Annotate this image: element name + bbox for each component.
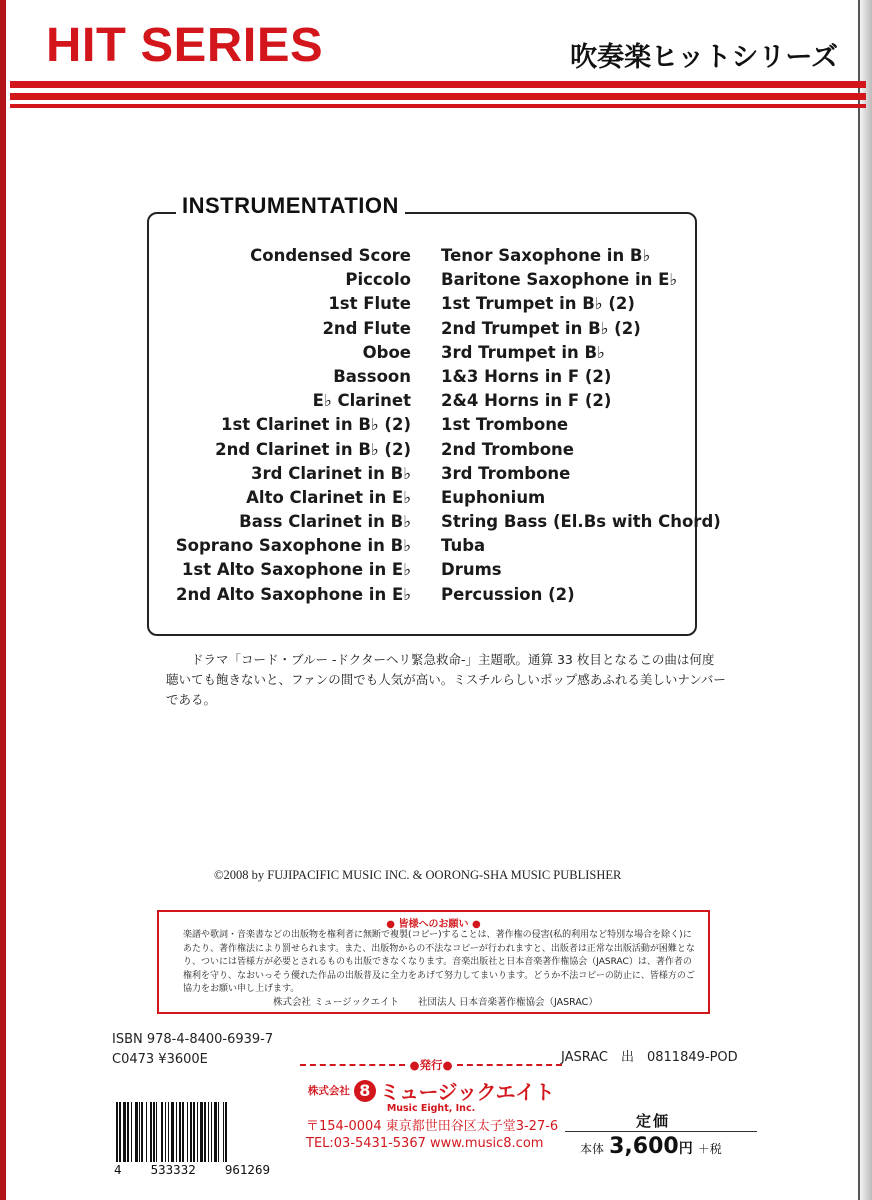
music-eight-logo-icon: 8 (354, 1080, 376, 1102)
instrument-item: Bass Clarinet in B♭ (239, 512, 411, 532)
copy-notice-box (157, 910, 710, 1014)
instrument-item: Oboe (362, 342, 411, 362)
price-tax: ＋税 (697, 1142, 722, 1156)
barcode-digits (114, 1162, 270, 1177)
instrument-item: 3rd Trombone (441, 463, 571, 483)
instrument-item: Drums (441, 560, 502, 580)
isbn-number: ISBN 978-4-8400-6939-7 (112, 1032, 274, 1047)
instrument-item: Piccolo (345, 270, 411, 290)
instrument-item: Bassoon (333, 366, 411, 386)
series-title: HIT SERIES (46, 19, 324, 72)
publisher-block (300, 1057, 562, 1114)
instrument-item: 2nd Trumpet in B♭ (2) (441, 318, 641, 338)
header-stripe (10, 104, 866, 108)
notice-signature: 株式会社 ミュージックエイト 社団法人 日本音楽著作権協会（JASRAC） (273, 997, 598, 1008)
instrument-item: Tenor Saxophone in B♭ (441, 246, 651, 265)
song-description: ドラマ「コード・ブルー -ドクターヘリ緊急救命-」主題歌。通算 33 枚目となるこの曲は何度聴いても飽きないと、ファンの間でも人気が高い。ミスチルらしいポップ感あふれる美しいナンバーである。 (166, 652, 726, 707)
instrument-item: 3rd Trumpet in B♭ (441, 342, 605, 362)
barcode-digit-group: 961269 (224, 1162, 270, 1177)
instrument-item: 2nd Alto Saxophone in E♭ (176, 584, 411, 604)
instrument-item: 1st Alto Saxophone in E♭ (181, 560, 411, 580)
instrument-item: 2&4 Horns in F (2) (441, 391, 612, 411)
publisher-name: ミュージックエイト (379, 1080, 555, 1104)
copyright-notice: ©2008 by FUJIPACIFIC MUSIC INC. & OORONG-SHA MUSIC PUBLISHER (214, 868, 622, 882)
instrument-item: Soprano Saxophone in B♭ (175, 536, 411, 556)
jasrac-number: JASRAC 出 0811849-POD (561, 1050, 738, 1065)
instrument-item: 2nd Clarinet in B♭ (2) (215, 439, 411, 459)
publisher-contact: TEL:03-5431-5367 www.music8.com (306, 1136, 544, 1151)
instrument-item: Percussion (2) (441, 584, 575, 604)
right-edge-shadow (860, 0, 872, 1200)
publisher-address: 〒154-0004 東京都世田谷区太子堂3-27-6 (306, 1119, 559, 1134)
instrument-item: 2nd Trombone (441, 439, 574, 459)
series-jp-title: 吹奏楽ヒットシリーズ (570, 42, 838, 73)
instrument-item: Alto Clarinet in E♭ (246, 487, 411, 507)
left-edge-strip (0, 0, 6, 1200)
price-unit: 円 (678, 1141, 693, 1157)
notice-title: ● 皆様へのお願い ● (386, 919, 481, 930)
barcode-digit-group: 533332 (150, 1162, 196, 1177)
price-label: 定価 (636, 1112, 671, 1130)
header-stripe (10, 93, 866, 100)
c-code-price: C0473 ¥3600E (112, 1052, 208, 1067)
instrument-list-right (441, 244, 721, 607)
price-amount: 3,600 (609, 1134, 679, 1159)
instrument-item: 1&3 Horns in F (2) (441, 366, 612, 386)
publisher-label (300, 1057, 562, 1073)
instrument-item: 1st Trombone (441, 415, 569, 435)
notice-body: 楽譜や歌詞・音楽書などの出版物を権利者に無断で複製(コピー)することは、著作権の侵害(私的利用など特別な場合を除く)にあたり、著作権法により罰せられます。また、出版物からの不法なコピーが行われますと、出版者は正常な出版活動が困難となり、ついには皆様方が必要とされるものも出版できなくなります。音楽出版社と日本音楽著作権協会（JASRAC）は、著作者の権利を守り、なおいっそう優れた作品の出版普及に全力をあげて努力してまいります。どうか不法コピーの防止に、皆様方のご協力をお願い申し上げます。 (183, 930, 695, 994)
instrument-item: 1st Clarinet in B♭ (2) (220, 415, 411, 435)
instrument-item: 1st Flute (328, 294, 411, 314)
publisher-name-en: Music Eight, Inc. (386, 1103, 476, 1114)
price-divider (565, 1131, 757, 1132)
header-stripe (10, 81, 866, 88)
instrument-item: E♭ Clarinet (312, 391, 411, 411)
instrument-item: 3rd Clarinet in B♭ (251, 463, 411, 483)
instrument-item: 1st Trumpet in B♭ (2) (441, 294, 635, 314)
instrument-item: 2nd Flute (322, 318, 411, 338)
dashed-rule (457, 1064, 562, 1066)
dashed-rule (300, 1064, 405, 1066)
instrument-list-left (176, 244, 411, 607)
barcode-digit-group: 4 (114, 1162, 122, 1177)
barcode-icon (116, 1102, 268, 1162)
publisher-address-block (306, 1118, 558, 1152)
price-prefix: 本体 (580, 1142, 605, 1156)
instrument-item: Condensed Score (250, 246, 411, 265)
instrumentation-heading: INSTRUMENTATION (176, 193, 405, 219)
publisher-corp-prefix: 株式会社 (307, 1085, 350, 1097)
instrument-item: Euphonium (441, 487, 546, 507)
instrument-item: Baritone Saxophone in E♭ (441, 270, 678, 290)
instrument-item: Tuba (441, 536, 486, 556)
isbn-block (112, 1030, 273, 1070)
price (580, 1134, 722, 1159)
publisher-name-row (300, 1076, 562, 1105)
publisher-label-text: ●発行● (409, 1058, 453, 1072)
instrument-item: String Bass (El.Bs with Chord) (441, 512, 721, 532)
